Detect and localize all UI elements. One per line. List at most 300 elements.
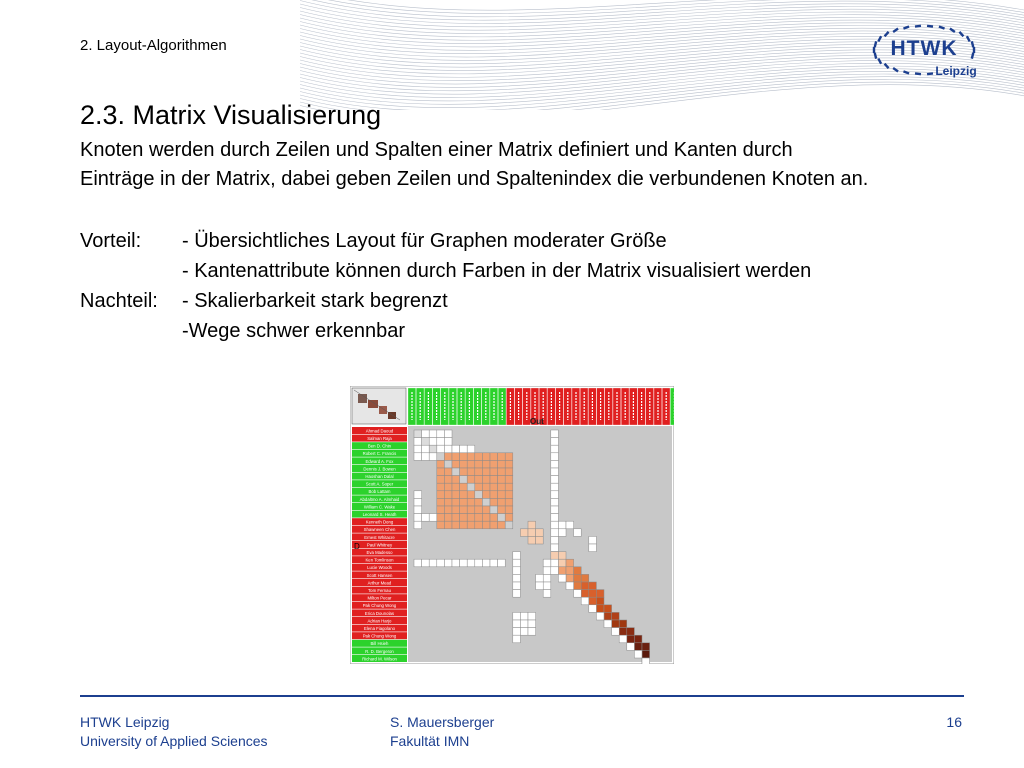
htwk-logo [868, 22, 980, 80]
logo-dash [966, 36, 971, 42]
matrix-cell [513, 582, 521, 590]
intro-line-1: Knoten werden durch Zeilen und Spalten einer Matrix definiert und Kanten durch [80, 139, 793, 161]
matrix-cell [498, 468, 506, 476]
con-row-1 [80, 286, 811, 316]
matrix-cell [490, 468, 498, 476]
matrix-cell [513, 574, 521, 582]
matrix-cell [467, 476, 475, 484]
matrix-cell [513, 620, 521, 628]
row-label-text: Scott Hansen [366, 572, 393, 578]
logo-dash [927, 72, 933, 75]
matrix-cell [490, 514, 498, 522]
matrix-cell [528, 529, 536, 537]
page-number: 16 [946, 714, 962, 730]
matrix-cell [566, 574, 574, 582]
wave-line [300, 0, 1024, 10]
matrix-cell [551, 430, 559, 438]
matrix-cell [490, 506, 498, 514]
matrix-cell [414, 430, 422, 438]
matrix-cell [596, 590, 604, 598]
row-label-text: Scott A. Soper [365, 481, 394, 487]
matrix-cell [444, 460, 452, 468]
con-item-1: - Skalierbarkeit stark begrenzt [182, 289, 448, 312]
pros-cons-list [80, 226, 811, 346]
matrix-cell [452, 514, 460, 522]
matrix-cell [452, 506, 460, 514]
matrix-cell [543, 590, 551, 598]
matrix-cell [437, 445, 445, 453]
matrix-cell [513, 552, 521, 560]
logo-dash [892, 28, 898, 33]
row-label-text: Shawneen Chen [363, 527, 396, 533]
row-label-text: Lucie Woods [367, 565, 392, 571]
matrix-cell [444, 430, 452, 438]
matrix-cell [551, 453, 559, 461]
matrix-cell [528, 612, 536, 620]
matrix-cell [437, 476, 445, 484]
matrix-cell [414, 514, 422, 522]
matrix-cell [467, 506, 475, 514]
matrix-cell [574, 582, 582, 590]
matrix-cell [444, 521, 452, 529]
footer-author-name: S. Mauersberger [390, 714, 495, 730]
matrix-cell [498, 521, 506, 529]
logo-dash [959, 31, 965, 37]
matrix-cell [604, 605, 612, 613]
matrix-cell [482, 468, 490, 476]
matrix-cell [581, 590, 589, 598]
matrix-cell [558, 567, 566, 575]
logo-dash [884, 31, 890, 37]
logo-dash [903, 25, 909, 29]
matrix-cell [490, 521, 498, 529]
footer-org-sub: University of Applied Sciences [80, 733, 268, 749]
matrix-cell [490, 483, 498, 491]
logo-dash [877, 58, 882, 64]
logo-dash [973, 47, 975, 53]
intro-line-2: Einträge in der Matrix, dabei geben Zeilen und Spaltenindex die verbundenen Knoten an. [80, 168, 869, 190]
matrix-cell [498, 506, 506, 514]
row-label-text: Arthur Mead [367, 580, 392, 586]
row-label-text: Paul Whitney [366, 542, 393, 548]
row-label-text: Erica Dounolas [364, 610, 395, 616]
matrix-cell [574, 574, 582, 582]
matrix-cell [437, 430, 445, 438]
row-label-text: R. D. Bergeron [365, 648, 394, 654]
matrix-cell [460, 483, 468, 491]
matrix-cell [498, 453, 506, 461]
row-label-text: Leonard S. Heath [362, 512, 397, 517]
matrix-cell [490, 491, 498, 499]
matrix-cell [460, 453, 468, 461]
row-label-text: Elena Fiagolano [363, 626, 396, 631]
matrix-cell [437, 514, 445, 522]
cursor-marker: D [354, 542, 360, 551]
matrix-cell [437, 468, 445, 476]
matrix-cell [490, 498, 498, 506]
matrix-cell [642, 643, 650, 651]
matrix-cell [437, 460, 445, 468]
matrix-cell [414, 445, 422, 453]
matrix-cell [452, 521, 460, 529]
matrix-cell [558, 552, 566, 560]
matrix-cell [467, 468, 475, 476]
intro-paragraph [80, 136, 868, 194]
footer-organization [80, 713, 268, 751]
logo-dash [884, 63, 890, 69]
matrix-cell [414, 506, 422, 514]
matrix-cell [589, 582, 597, 590]
matrix-cell [558, 574, 566, 582]
matrix-cell [498, 460, 506, 468]
matrix-cell [467, 521, 475, 529]
matrix-cell [422, 559, 430, 567]
matrix-cell [589, 544, 597, 552]
matrix-cell [467, 491, 475, 499]
matrix-cell [498, 514, 506, 522]
matrix-cell [482, 514, 490, 522]
matrix-cell [505, 506, 513, 514]
logo-dash [873, 47, 875, 53]
matrix-cell [490, 476, 498, 484]
con-label: Nachteil: [80, 289, 158, 312]
matrix-cell [475, 460, 483, 468]
matrix-cell [520, 628, 528, 636]
matrix-cell [429, 453, 437, 461]
matrix-cell [475, 521, 483, 529]
matrix-cell [551, 498, 559, 506]
matrix-cell [422, 430, 430, 438]
matrix-cell [513, 590, 521, 598]
row-label-text: Adrian Harjo [367, 618, 392, 624]
matrix-cell [482, 476, 490, 484]
matrix-cell [482, 559, 490, 567]
matrix-cell [642, 658, 650, 664]
matrix-cell [422, 453, 430, 461]
matrix-cell [551, 445, 559, 453]
matrix-cell [536, 574, 544, 582]
matrix-cell [558, 521, 566, 529]
matrix-cell [437, 491, 445, 499]
matrix-cell [444, 476, 452, 484]
matrix-cell [460, 521, 468, 529]
matrix-cell [551, 438, 559, 446]
matrix-cell [513, 559, 521, 567]
matrix-cell [596, 605, 604, 613]
matrix-cell [551, 567, 559, 575]
matrix-cell [528, 628, 536, 636]
matrix-cell [467, 498, 475, 506]
matrix-cell [589, 597, 597, 605]
matrix-cell [627, 643, 635, 651]
matrix-cell [505, 498, 513, 506]
matrix-cell [452, 453, 460, 461]
logo-dash [949, 28, 955, 33]
row-label-text: Milton Pecar [367, 595, 392, 601]
matrix-cell [452, 491, 460, 499]
row-label-text: Ben D. Chin [367, 443, 392, 449]
matrix-cell [437, 483, 445, 491]
matrix-cell [581, 597, 589, 605]
matrix-cell [558, 529, 566, 537]
matrix-cell [444, 438, 452, 446]
matrix-cell [634, 650, 642, 658]
logo-dash [892, 67, 898, 72]
matrix-cell [566, 582, 574, 590]
logo-dash [877, 36, 882, 42]
matrix-cell [505, 476, 513, 484]
matrix-cell [460, 506, 468, 514]
wave-line [300, 0, 1024, 13]
wave-line [300, 85, 1024, 110]
logo-text-leipzig: Leipzig [935, 64, 977, 78]
matrix-cell [528, 620, 536, 628]
matrix-cell [437, 506, 445, 514]
matrix-cell [437, 438, 445, 446]
matrix-cell [444, 491, 452, 499]
matrix-cell [482, 506, 490, 514]
row-label-text: Bob Lattam [368, 489, 391, 495]
matrix-cell [452, 559, 460, 567]
matrix-cell [422, 438, 430, 446]
matrix-cell [490, 460, 498, 468]
matrix-cell [551, 552, 559, 560]
matrix-cell [566, 559, 574, 567]
logo-dash [971, 53, 975, 59]
matrix-cell [551, 529, 559, 537]
matrix-cell [513, 612, 521, 620]
row-label-text: Ken Tomlinson [365, 557, 394, 563]
column-header-cell [670, 388, 674, 425]
matrix-cell [596, 612, 604, 620]
matrix-cell [452, 460, 460, 468]
matrix-cell [429, 445, 437, 453]
matrix-cell [429, 514, 437, 522]
row-label-text: Pak Chung Wong [362, 603, 397, 609]
matrix-cell [536, 529, 544, 537]
matrix-cell [543, 574, 551, 582]
slide-title: 2.3. Matrix Visualisierung [80, 100, 382, 130]
matrix-cell [520, 529, 528, 537]
matrix-cell [596, 597, 604, 605]
matrix-cell [422, 445, 430, 453]
matrix-cell [566, 567, 574, 575]
matrix-cell [460, 468, 468, 476]
matrix-cell [467, 559, 475, 567]
matrix-cell [414, 498, 422, 506]
matrix-cell [551, 460, 559, 468]
row-label-text: Edward A. Fox [365, 458, 394, 464]
matrix-cell [574, 590, 582, 598]
matrix-cell [467, 514, 475, 522]
matrix-cell [558, 559, 566, 567]
matrix-cell [444, 498, 452, 506]
matrix-cell [475, 514, 483, 522]
matrix-cell [452, 468, 460, 476]
matrix-cell [566, 521, 574, 529]
matrix-cell [460, 476, 468, 484]
pro-row-2 [80, 256, 811, 286]
con-row-2 [80, 316, 811, 346]
matrix-cell [551, 521, 559, 529]
matrix-cell [467, 460, 475, 468]
matrix-cell [414, 559, 422, 567]
matrix-cell [429, 559, 437, 567]
matrix-cell [505, 468, 513, 476]
matrix-cell [574, 567, 582, 575]
matrix-cell [634, 635, 642, 643]
matrix-cell [619, 620, 627, 628]
matrix-cell [634, 643, 642, 651]
matrix-cell [460, 460, 468, 468]
matrix-cell [589, 590, 597, 598]
matrix-cell [619, 635, 627, 643]
matrix-cell [498, 498, 506, 506]
row-label-text: Ahmad Daoud [365, 428, 394, 434]
row-label-text: Tom Fernau [368, 588, 391, 593]
row-label-text: Kenneth Dong [365, 519, 394, 525]
row-label-text: Richard M. Wilson [362, 656, 397, 662]
matrix-cell [581, 582, 589, 590]
section-label: 2. Layout-Algorithmen [80, 37, 227, 54]
matrix-cell [444, 483, 452, 491]
matrix-cell [589, 605, 597, 613]
matrix-cell [498, 483, 506, 491]
row-label-text: Eva Madesso [366, 550, 393, 555]
footer-author [390, 713, 494, 751]
matrix-cell [528, 536, 536, 544]
pro-label: Vorteil: [80, 229, 142, 252]
row-label-text: Bill Hsieh [370, 641, 389, 647]
matrix-cell [414, 491, 422, 499]
matrix-cell [482, 498, 490, 506]
matrix-cell [543, 567, 551, 575]
matrix-cell [627, 628, 635, 636]
out-label: Out [530, 417, 544, 426]
pro-item-1: - Übersichtliches Layout für Graphen moderater Größe [182, 229, 667, 252]
matrix-cell [505, 491, 513, 499]
matrix-cell [551, 506, 559, 514]
matrix-cell [444, 468, 452, 476]
matrix-cell [460, 498, 468, 506]
logo-dash [927, 25, 933, 28]
logo-dash [874, 41, 878, 47]
matrix-cell [444, 445, 452, 453]
matrix-cell [444, 514, 452, 522]
row-label-text: William C. Wake [363, 504, 396, 510]
matrix-cell [498, 559, 506, 567]
matrix-cell [505, 460, 513, 468]
matrix-cell [460, 559, 468, 567]
matrix-cell [551, 468, 559, 476]
pro-row-1 [80, 226, 811, 256]
matrix-cell [604, 620, 612, 628]
matrix-cell [505, 453, 513, 461]
matrix-cell [475, 506, 483, 514]
logo-dash [915, 72, 921, 75]
matrix-cell [498, 476, 506, 484]
matrix-cell [482, 491, 490, 499]
matrix-cell [467, 445, 475, 453]
matrix-cell [536, 582, 544, 590]
matrix-cell [581, 574, 589, 582]
matrix-cell [482, 453, 490, 461]
footer-faculty: Fakultät IMN [390, 733, 470, 749]
matrix-cell [612, 628, 620, 636]
matrix-cell [574, 529, 582, 537]
matrix-cell [429, 430, 437, 438]
matrix-cell [437, 453, 445, 461]
logo-dash [915, 25, 921, 28]
matrix-cell [475, 476, 483, 484]
footer-divider [80, 695, 964, 697]
matrix-cell [551, 476, 559, 484]
matrix-cell [414, 521, 422, 529]
logo-dash [938, 25, 944, 29]
matrix-cell [467, 453, 475, 461]
matrix-cell [482, 483, 490, 491]
matrix-cell [551, 559, 559, 567]
row-label-text: Dennis J. Bowen [363, 466, 396, 472]
matrix-cell [498, 491, 506, 499]
matrix-cell [520, 620, 528, 628]
matrix-cell [551, 491, 559, 499]
matrix-cell [543, 559, 551, 567]
matrix-cell [475, 453, 483, 461]
matrix-cell [444, 453, 452, 461]
footer-org-name: HTWK Leipzig [80, 714, 170, 730]
matrix-cell [505, 521, 513, 529]
logo-text-htwk: HTWK [890, 37, 958, 60]
matrix-cell [437, 521, 445, 529]
matrix-cell [475, 498, 483, 506]
row-label-text: Haoshan Dalal [365, 474, 394, 479]
matrix-cell [452, 476, 460, 484]
matrix-cell [642, 650, 650, 658]
matrix-cell [414, 453, 422, 461]
matrix-cell [460, 491, 468, 499]
logo-dash [971, 41, 975, 47]
matrix-cell [482, 521, 490, 529]
adjacency-matrix-figure [350, 386, 674, 664]
matrix-cell [437, 498, 445, 506]
matrix-cell [528, 521, 536, 529]
matrix-cell [475, 468, 483, 476]
logo-dash [874, 53, 878, 59]
logo-dash [903, 70, 909, 74]
matrix-cell [520, 612, 528, 620]
matrix-cell [490, 453, 498, 461]
row-label-text: Robert C. Francis [362, 451, 397, 457]
matrix-cell [482, 460, 490, 468]
matrix-cell [612, 612, 620, 620]
matrix-cell [429, 438, 437, 446]
matrix-cell [551, 483, 559, 491]
matrix-cell [414, 438, 422, 446]
matrix-cell [536, 536, 544, 544]
con-item-2: -Wege schwer erkennbar [182, 319, 406, 342]
matrix-cell [551, 514, 559, 522]
matrix-cell [475, 483, 483, 491]
matrix-cell [475, 491, 483, 499]
matrix-cell [444, 506, 452, 514]
matrix-cell [551, 544, 559, 552]
matrix-cell [619, 628, 627, 636]
matrix-cell [505, 514, 513, 522]
matrix-cell [444, 559, 452, 567]
row-label-text: Ernest Whitacre [364, 534, 395, 540]
matrix-cell [460, 445, 468, 453]
